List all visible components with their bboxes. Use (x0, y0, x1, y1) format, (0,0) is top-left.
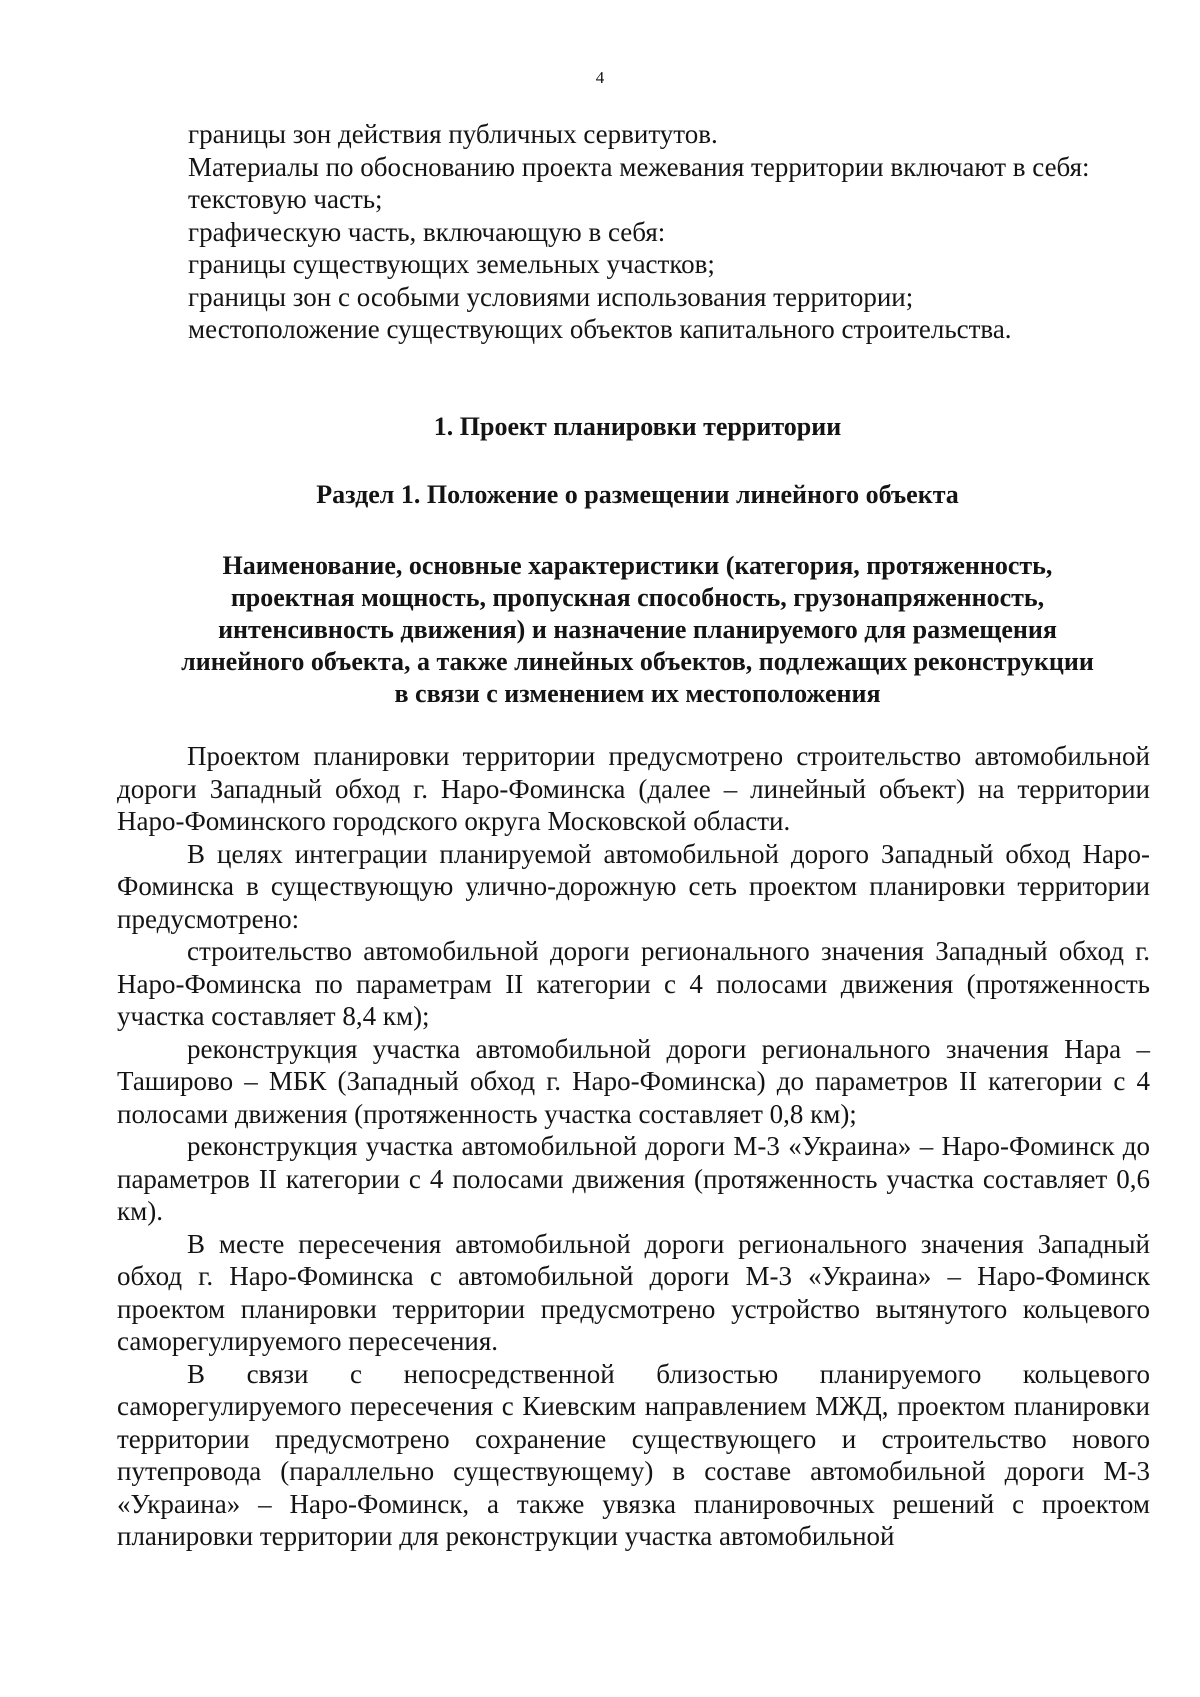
paragraph: В связи с непосредственной близостью планируемого кольцевого саморегулируемого пересечения с Киевским направлением МЖД, проектом планировки территории предусмотрено сохранение существующего и строительство нового путепровода (параллельно существующему) в составе автомобильной дороги М-3 «Украина» – Наро-Фоминск, а также увязка планировочных решений с проектом планировки территории для реконструкции участка автомобильной (117, 1358, 1150, 1551)
list-item: местоположение существующих объектов капитального строительства. (188, 314, 1012, 344)
subheading-line: интенсивность движения) и назначение планируемого для размещения (218, 615, 1057, 644)
list-item: Материалы по обоснованию проекта межевания территории включают в себя: (188, 151, 1090, 182)
paragraph: В целях интеграции планируемой автомобильной дорого Западный обход Наро-Фоминска в существующую улично-дорожную сеть проектом планировки территории предусмотрено: (117, 838, 1150, 934)
list-item: границы зон действия публичных сервитутов. (188, 119, 718, 149)
subheading (0, 550, 1200, 710)
paragraph: реконструкция участка автомобильной дороги регионального значения Нара – Таширово – МБК (Западный обход г. Наро-Фоминска) до параметров II категории с 4 полосами движения (протяженность участка составляет 0,8 км); (117, 1033, 1150, 1129)
list-item: границы зон с особыми условиями использования территории; (188, 281, 914, 312)
intro-list (188, 118, 1168, 346)
paragraph: строительство автомобильной дороги регионального значения Западный обход г. Наро-Фоминска по параметрам II категории с 4 полосами движения (протяженность участка составляет 8,4 км); (117, 936, 1150, 1031)
subheading-line: в связи с изменением их местоположения (394, 679, 881, 708)
list-item: границы существующих земельных участков; (188, 249, 715, 279)
paragraph: реконструкция участка автомобильной дороги М-3 «Украина» – Наро-Фоминск до параметров II категории с 4 полосами движения (протяженность участка составляет 0,6 км). (117, 1131, 1150, 1226)
subheading-line: проектная мощность, пропускная способность, грузонапряженность, (230, 583, 1045, 612)
paragraph: В месте пересечения автомобильной дороги регионального значения Западный обход г. Наро-Фоминска с автомобильной дороги М-3 «Украина» – Наро-Фоминск проектом планировки территории предусмотрено устройство вытянутого кольцевого саморегулируемого пересечения. (117, 1228, 1150, 1356)
subheading-line: Наименование, основные характеристики (категория, протяженность, (222, 551, 1053, 580)
body-text (117, 740, 1150, 1553)
section-title: 1. Проект планировки территории (433, 412, 842, 441)
list-item: текстовую часть; (188, 184, 383, 214)
list-item: графическую часть, включающую в себя: (188, 216, 666, 247)
subheading-line: линейного объекта, а также линейных объектов, подлежащих реконструкции (181, 647, 1094, 676)
subsection-title: Раздел 1. Положение о размещении линейного объекта (316, 480, 959, 509)
paragraph: Проектом планировки территории предусмотрено строительство автомобильной дороги Западный обход г. Наро-Фоминска (далее – линейный объект) на территории Наро-Фоминского городского округа Московской области. (117, 741, 1150, 836)
page-number: 4 (595, 68, 605, 87)
